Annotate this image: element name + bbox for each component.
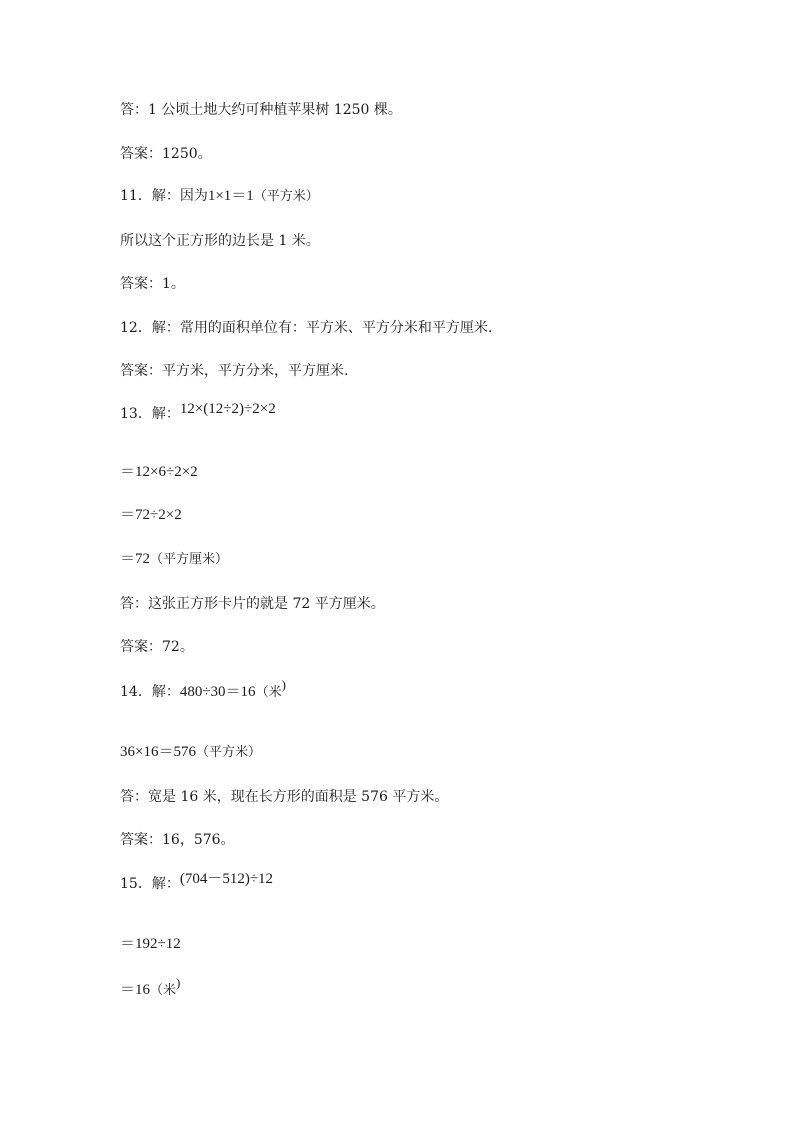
calculation-result [120, 975, 181, 1001]
answer-text: 答案：72。 [120, 639, 194, 655]
calculation-step [120, 934, 181, 954]
calculation-step [120, 462, 198, 482]
problem-11-conclusion [120, 231, 320, 251]
problem-label: 13．解： [120, 406, 180, 422]
unit-label [150, 975, 181, 998]
unit-label: （平方米） [253, 189, 319, 204]
answer-text: 答案：1250。 [120, 146, 212, 162]
final-answer-12 [120, 361, 348, 381]
answer-text: 答：宽是 16 米，现在长方形的面积是 576 平方米。 [120, 789, 449, 805]
solution-text: 所以这个正方形的边长是 1 米。 [120, 233, 320, 249]
math-expression: 1×1＝1 [207, 188, 254, 204]
final-answer-11 [120, 274, 185, 294]
answer-text: 答：1 公顷土地大约可种植苹果树 1250 棵。 [120, 102, 402, 118]
math-expression: ＝72 [120, 551, 151, 567]
problem-13-solution-start [120, 401, 276, 424]
answer-text: 答案：1。 [120, 276, 185, 292]
math-expression: ＝72÷2×2 [120, 507, 182, 523]
math-expression: ＝16 [120, 982, 151, 998]
problem-15-solution-start [120, 871, 274, 894]
problem-12-solution [120, 318, 492, 338]
problem-label: 14．解： [120, 684, 180, 700]
unit-label: （平方米） [195, 745, 261, 760]
math-expression: 12×(12÷2)÷2×2 [179, 401, 276, 417]
unit-paren: ) [176, 975, 181, 990]
unit-text: （米 [255, 685, 282, 700]
math-expression: 480÷30＝16 [179, 684, 256, 700]
answer-sentence-14 [120, 787, 448, 807]
calculation-step [120, 742, 261, 763]
final-answer-10 [120, 144, 212, 164]
answer-text: 答案：平方米，平方分米，平方厘米. [120, 363, 349, 379]
unit-label: （平方厘米） [150, 552, 229, 567]
answer-sentence-13 [120, 594, 385, 614]
answer-text: 答案：16，576。 [120, 832, 235, 848]
calculation-result [120, 549, 228, 570]
problem-11-solution-start [120, 186, 319, 207]
final-answer-13 [120, 637, 194, 657]
math-expression: 36×16＝576 [120, 744, 196, 760]
calculation-step [120, 505, 182, 525]
math-expression: (704－512)÷12 [179, 871, 274, 887]
unit-label [255, 677, 286, 700]
solution-text: 12．解：常用的面积单位有：平方米、平方分米和平方厘米. [120, 320, 493, 336]
answer-sentence-10 [120, 100, 402, 120]
unit-paren: ) [281, 677, 286, 692]
math-expression: ＝192÷12 [120, 936, 181, 952]
problem-label: 15．解： [120, 876, 180, 892]
answer-text: 答：这张正方形卡片的就是 72 平方厘米。 [120, 596, 385, 612]
problem-label: 11．解：因为 [120, 188, 208, 204]
math-expression: ＝12×6÷2×2 [120, 464, 198, 480]
problem-14-solution-start [120, 677, 286, 703]
final-answer-14 [120, 830, 235, 850]
unit-text: （米 [150, 983, 177, 998]
